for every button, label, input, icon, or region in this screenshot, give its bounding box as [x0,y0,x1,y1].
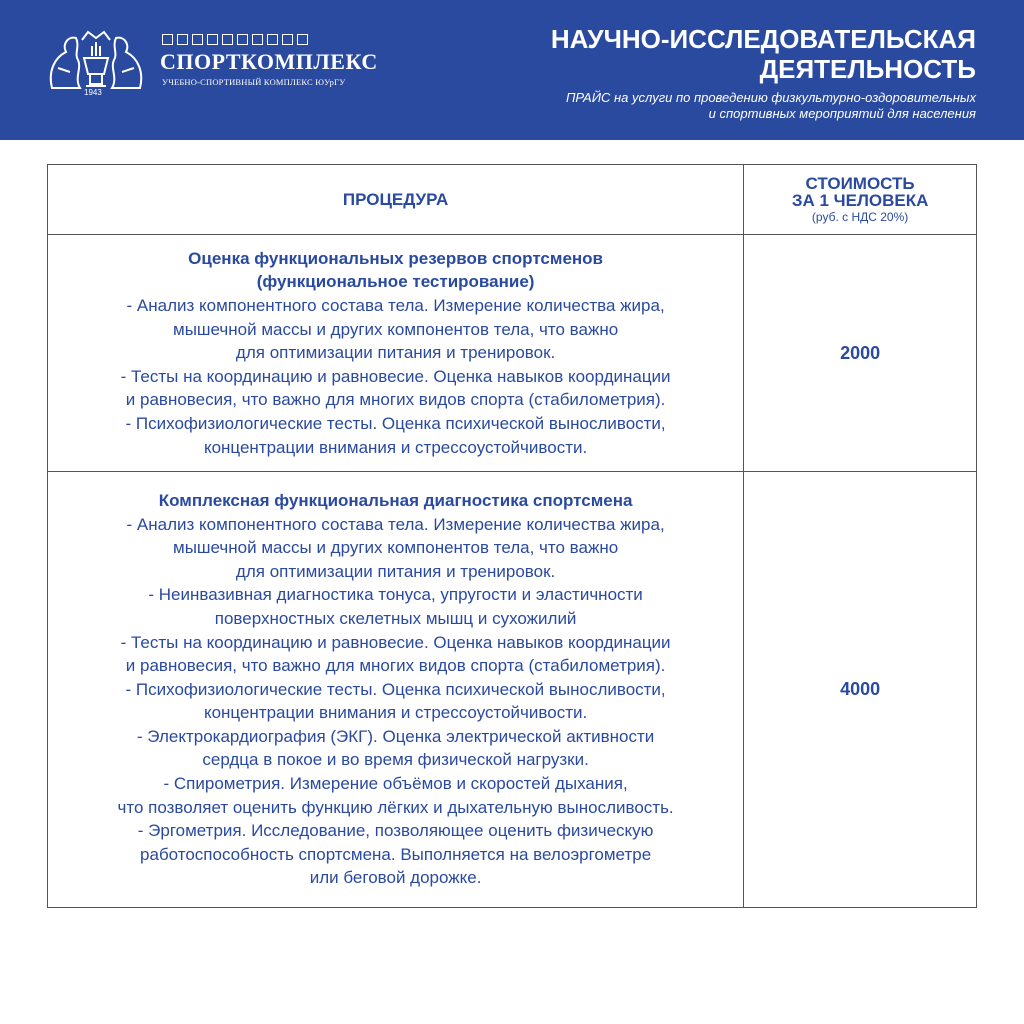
procedure-cell [48,235,744,472]
cost-header-note: (руб. с НДС 20%) [811,210,909,224]
page-subtitle-line: и спортивных мероприятий для населения [708,106,976,121]
procedure-line: - Анализ компонентного состава тела. Измерение количества жира, [126,296,665,316]
procedure-line: концентрации внимания и стрессоустойчивости. [203,703,588,723]
table-header-row [48,165,977,235]
procedure-line: - Тесты на координацию и равновесие. Оценка навыков координации [120,632,671,652]
sport-icon [252,34,263,45]
procedure-line: концентрации внимания и стрессоустойчивости. [203,437,588,457]
sport-icon [282,34,293,45]
procedure-line: - Электрокардиография (ЭКГ). Оценка электрической активности [136,726,655,746]
procedure-line: сердца в покое и во время физической нагрузки. [202,750,589,770]
cost-header-line: СТОИМОСТЬ [805,174,915,193]
sport-icon [192,34,203,45]
brand-name: СПОРТКОМПЛЕКС [160,49,378,74]
price-cell: 4000 [744,472,977,908]
page-title-line: НАУЧНО-ИССЛЕДОВАТЕЛЬСКАЯ [550,24,976,54]
sport-icon [222,34,233,45]
procedure-line: - Тесты на координацию и равновесие. Оценка навыков координации [120,366,671,386]
procedure-line: - Спирометрия. Измерение объёмов и скоростей дыхания, [163,774,628,794]
procedure-title: Комплексная функциональная диагностика спортсмена [158,490,633,510]
procedure-line: что позволяет оценить функцию лёгких и дыхательную выносливость. [117,797,674,817]
sport-icon [237,34,248,45]
page-subtitle-line: ПРАЙС на услуги по проведению физкультурно-оздоровительных [565,90,976,105]
procedure-line: и равновесия, что важно для многих видов спорта (стабилометрия). [125,390,666,410]
procedure-line: - Эргометрия. Исследование, позволяющее оценить физическую [137,821,654,841]
sport-icon [162,34,173,45]
cost-column-header [744,165,977,235]
procedure-line: - Психофизиологические тесты. Оценка психической выносливости, [125,413,666,433]
table-row [48,472,977,908]
procedure-line: мышечной массы и других компонентов тела, что важно [173,319,619,339]
cost-header-line: ЗА 1 ЧЕЛОВЕКА [791,191,929,210]
procedure-line: для оптимизации питания и тренировок. [235,343,556,363]
sport-icons-row [162,34,308,45]
brand-subtitle: УЧЕБНО-СПОРТИВНЫЙ КОМПЛЕКС ЮУрГУ [162,77,346,87]
table-row [48,235,977,472]
price-cell: 2000 [744,235,977,472]
procedure-cell [48,472,744,908]
procedure-line: и равновесия, что важно для многих видов спорта (стабилометрия). [125,656,666,676]
procedure-title: Оценка функциональных резервов спортсменов [188,248,604,268]
header-banner [0,0,1024,140]
procedure-line: или беговой дорожке. [309,868,482,888]
procedure-line: - Неинвазивная диагностика тонуса, упругости и эластичности [148,585,643,605]
procedure-column-header: ПРОЦЕДУРА [48,165,744,235]
page-title [551,24,976,84]
sport-icon [177,34,188,45]
sport-icon [267,34,278,45]
procedure-line: - Психофизиологические тесты. Оценка психической выносливости, [125,679,666,699]
page-subtitle [566,90,976,122]
page-title-line: ДЕЯТЕЛЬНОСТЬ [759,54,976,84]
procedure-line: работоспособность спортсмена. Выполняется на велоэргометре [140,844,652,864]
procedure-line: для оптимизации питания и тренировок. [235,561,556,581]
procedure-line: мышечной массы и других компонентов тела, что важно [173,538,619,558]
procedure-line: - Анализ компонентного состава тела. Измерение количества жира, [126,514,665,534]
price-table [47,164,977,908]
procedure-title: (функциональное тестирование) [256,272,535,292]
sport-icon [207,34,218,45]
procedure-line: поверхностных скелетных мышц и сухожилий [214,608,577,628]
logo-year: 1943 [84,88,102,97]
sport-icon [297,34,308,45]
